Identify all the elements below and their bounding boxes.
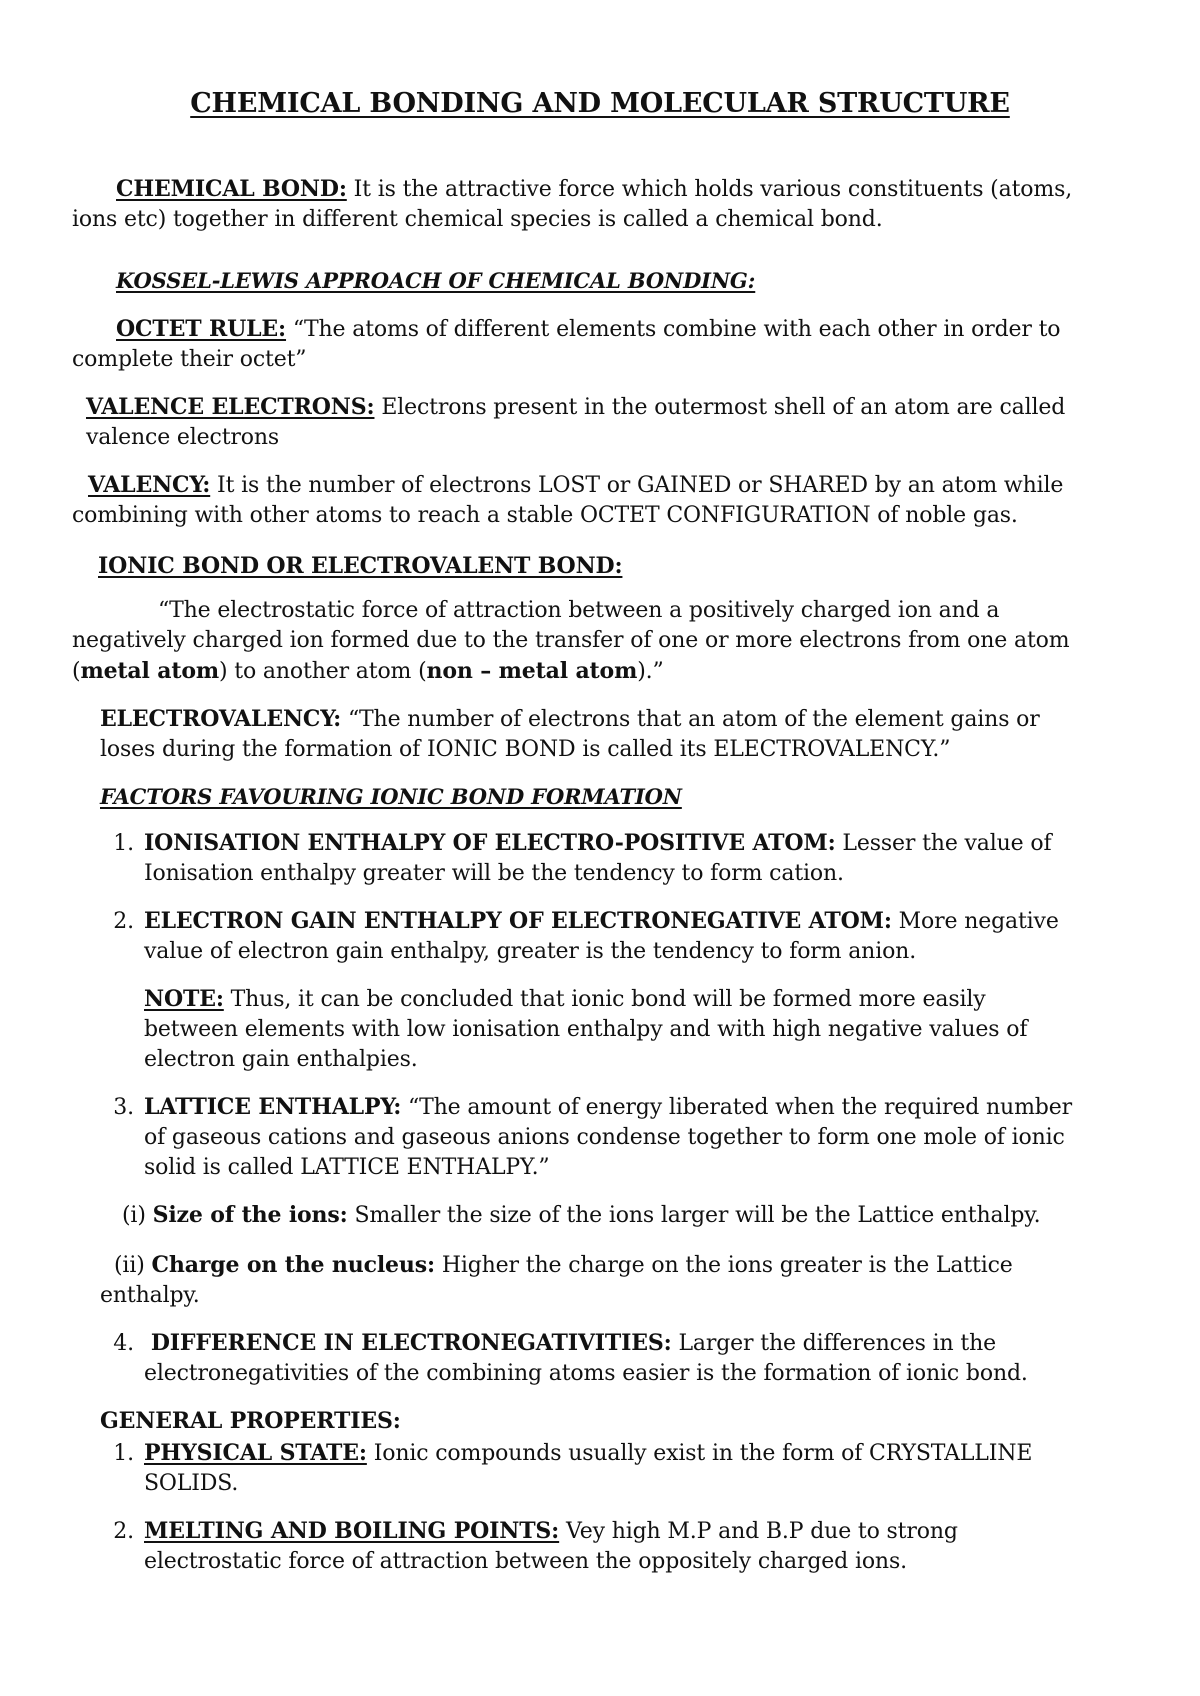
note-text-2: between elements with low ionisation enthalpy and with high negative values of <box>144 1017 1028 1042</box>
charge-on-nucleus-paragraph <box>100 1250 1013 1311</box>
electrovalency-paragraph <box>100 704 1040 765</box>
factor-4-label: DIFFERENCE IN ELECTRONEGATIVITIES: <box>150 1330 672 1356</box>
factor-item-3 <box>100 1092 1072 1183</box>
valence-electrons-paragraph <box>86 392 1065 453</box>
metal-atom-term: metal atom <box>80 658 220 684</box>
factor-1-text-1: Lesser the value of <box>842 831 1052 856</box>
property-item-1 <box>100 1438 1032 1499</box>
octet-rule-text-2: complete their octet” <box>72 347 307 372</box>
valency-paragraph <box>72 470 1063 531</box>
factor-3-text-2: of gaseous cations and gaseous anions condense together to form one mole of ionic <box>144 1125 1065 1150</box>
page-title: CHEMICAL BONDING AND MOLECULAR STRUCTURE <box>190 88 1010 119</box>
factor-4-text-2: electronegativities of the combining atoms easier is the formation of ionic bond. <box>144 1361 1028 1386</box>
ionic-bond-definition <box>72 596 1069 687</box>
chemical-bond-paragraph <box>72 174 1072 235</box>
factor-item-1 <box>100 828 1051 889</box>
charge-on-nucleus-text-1: Higher the charge on the ions greater is the Lattice <box>441 1253 1013 1278</box>
factors-heading-text: FACTORS FAVOURING IONIC BOND FORMATION <box>100 784 682 809</box>
charge-on-nucleus-text-2: enthalpy. <box>100 1283 200 1308</box>
factor-2-label: ELECTRON GAIN ENTHALPY OF ELECTRONEGATIVE ATOM: <box>144 908 892 934</box>
valency-label: VALENCY: <box>88 472 211 498</box>
octet-rule-paragraph <box>72 314 1060 375</box>
property-2-text-1: Vey high M.P and B.P due to strong <box>566 1519 958 1544</box>
kossel-lewis-heading-text: KOSSEL-LEWIS APPROACH OF CHEMICAL BONDING: <box>116 268 756 293</box>
valency-text-2: combining with other atoms to reach a stable OCTET CONFIGURATION of noble gas. <box>72 503 1018 528</box>
property-1-text-2: SOLIDS. <box>144 1471 239 1496</box>
electrovalency-text-2: loses during the formation of IONIC BOND is called its ELECTROVALENCY.” <box>100 737 951 762</box>
charge-on-nucleus-prefix: (ii) <box>114 1253 145 1278</box>
valence-electrons-label: VALENCE ELECTRONS: <box>86 394 375 420</box>
octet-rule-label: OCTET RULE: <box>116 316 287 342</box>
kossel-lewis-heading <box>116 266 755 296</box>
valence-electrons-text-1: Electrons present in the outermost shell of an atom are called <box>381 395 1066 420</box>
factor-3-text-3: solid is called LATTICE ENTHALPY.” <box>144 1155 550 1180</box>
factor-item-4 <box>100 1328 1028 1389</box>
factor-4-text-1: Larger the differences in the <box>678 1331 996 1356</box>
ionic-def-close: ).” <box>637 659 664 684</box>
note-text-1: Thus, it can be concluded that ionic bond will be formed more easily <box>230 987 986 1012</box>
chemical-bond-text-2: ions etc) together in different chemical species is called a chemical bond. <box>72 207 883 232</box>
factor-2-text-1: More negative <box>898 909 1059 934</box>
size-of-ions-label: Size of the ions: <box>152 1202 348 1228</box>
non-metal-atom-term: non – metal atom <box>426 658 638 684</box>
chemical-bond-text-1: It is the attractive force which holds various constituents (atoms, <box>353 177 1073 202</box>
ionic-def-line-3 <box>72 656 1069 687</box>
size-of-ions-prefix: (i) <box>122 1203 146 1228</box>
chemical-bond-label: CHEMICAL BOND: <box>116 176 347 202</box>
ionic-def-middle: ) to another atom ( <box>219 659 427 684</box>
size-of-ions-text: Smaller the size of the ions larger will be the Lattice enthalpy. <box>354 1203 1041 1228</box>
property-1-number: 1. <box>113 1441 134 1466</box>
factor-3-number: 3. <box>113 1095 134 1120</box>
general-properties-heading <box>100 1406 401 1437</box>
factor-4-number: 4. <box>113 1331 134 1356</box>
property-2-label: MELTING AND BOILING POINTS: <box>144 1518 560 1544</box>
size-of-ions-paragraph <box>122 1200 1041 1231</box>
note-text-3: electron gain enthalpies. <box>144 1047 418 1072</box>
valency-text-1: It is the number of electrons LOST or GAINED or SHARED by an atom while <box>217 473 1064 498</box>
note-paragraph <box>144 984 1027 1075</box>
factor-2-text-2: value of electron gain enthalpy, greater is the tendency to form anion. <box>144 939 917 964</box>
factor-item-2 <box>100 906 1059 967</box>
electrovalency-label: ELECTROVALENCY: <box>100 706 342 732</box>
factors-heading <box>100 782 682 812</box>
valence-electrons-text-2: valence electrons <box>86 425 280 450</box>
property-2-number: 2. <box>113 1519 134 1544</box>
factor-2-number: 2. <box>113 909 134 934</box>
octet-rule-text-1: “The atoms of different elements combine with each other in order to <box>292 317 1061 342</box>
property-item-2 <box>100 1516 958 1577</box>
factor-3-label: LATTICE ENTHALPY: <box>144 1094 402 1120</box>
ionic-def-paren-open: ( <box>72 659 81 684</box>
property-1-label: PHYSICAL STATE: <box>144 1440 367 1466</box>
note-label: NOTE: <box>144 986 224 1012</box>
electrovalency-text-1: “The number of electrons that an atom of the element gains or <box>347 707 1040 732</box>
ionic-def-line-1: “The electrostatic force of attraction between a positively charged ion and a <box>158 598 1000 623</box>
factor-1-number: 1. <box>113 831 134 856</box>
factor-1-text-2: Ionisation enthalpy greater will be the tendency to form cation. <box>144 861 844 886</box>
ionic-bond-heading <box>98 551 622 582</box>
factor-1-label: IONISATION ENTHALPY OF ELECTRO-POSITIVE ATOM: <box>144 830 836 856</box>
factor-3-text-1: “The amount of energy liberated when the required number <box>408 1095 1072 1120</box>
property-2-text-2: electrostatic force of attraction between the oppositely charged ions. <box>144 1549 907 1574</box>
property-1-text-1: Ionic compounds usually exist in the form of CRYSTALLINE <box>373 1441 1033 1466</box>
general-properties-heading-text: GENERAL PROPERTIES: <box>100 1408 401 1434</box>
ionic-def-line-2: negatively charged ion formed due to the transfer of one or more electrons from one atom <box>72 628 1070 653</box>
charge-on-nucleus-label: Charge on the nucleus: <box>151 1252 435 1278</box>
ionic-bond-heading-text: IONIC BOND OR ELECTROVALENT BOND: <box>98 553 623 579</box>
